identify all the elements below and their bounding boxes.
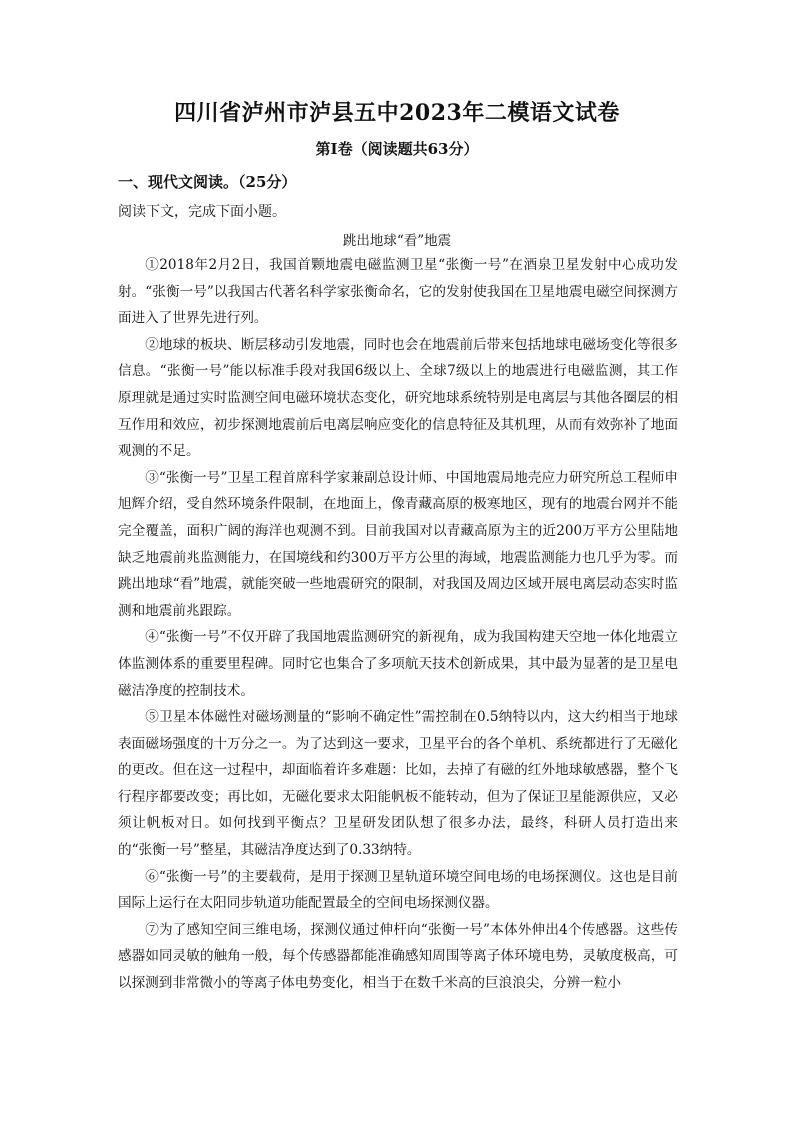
- exam-title: 四川省泸州市泸县五中2023年二模语文试卷: [174, 100, 620, 126]
- paragraph: ③“张衡一号”卫星工程首席科学家兼副总设计师、中国地震局地壳应力研究所总工程师申旭辉介绍，受自然环境条件限制，在地面上，像青藏高原的极寒地区，现有的地震台网并不能完全覆盖，面积广阔的海洋也观测不到。目前我国对以青藏高原为主的近200万平方公里陆地缺乏地震前兆监测能力，在国境线和约300万平方公里的海域，地震监测能力也几乎为零。而跳出地球“看”地震，就能突破一些地震研究的限制，对我国及周边区域开展电离层动态实时监测和地震前兆跟踪。: [118, 469, 678, 619]
- paragraph: ⑤卫星本体磁性对磁场测量的“影响不确定性”需控制在0.5纳特以内，这大约相当于地球表面磁场强度的十万分之一。为了达到这一要求，卫星平台的各个单机、系统都进行了无磁化的更改。但在这一过程中，却面临着许多难题：比如，去掉了有磁的红外地球敏感器，整个飞行程序都要改变；再比如，无磁化要求太阳能帆板不能转动，但为了保证卫星能源供应，又必须让帆板对日。如何找到平衡点？卫星研发团队想了很多办法，最终，科研人员打造出来的“张衡一号”整星，其磁洁净度达到了0.33纳特。: [118, 709, 678, 859]
- instruction-text: 阅读下文，完成下面小题。: [118, 204, 286, 220]
- article-body: [118, 252, 678, 997]
- article-title: 跳出地球“看”地震: [342, 233, 452, 249]
- exam-subtitle: 第Ⅰ卷（阅读题共63分）: [315, 140, 479, 158]
- paragraph: ①2018年2月2日，我国首颗地震电磁监测卫星“张衡一号”在酒泉卫星发射中心成功发射。“张衡一号”以我国古代著名科学家张衡命名，它的发射使我国在卫星地震电磁空间探测方面进入了世界先进行列。: [118, 257, 678, 327]
- section-heading: 一、现代文阅读。（25分）: [118, 173, 297, 191]
- paragraph: ⑦为了感知空间三维电场，探测仪通过伸杆向“张衡一号”本体外伸出4个传感器。这些传感器如同灵敏的触角一般，每个传感器都能准确感知周围等离子体环境电势，灵敏度极高，可以探测到非常微小的等离子体电势变化，相当于在数千米高的巨浪浪尖，分辨一粒小: [118, 921, 678, 992]
- paragraph: ④“张衡一号”不仅开辟了我国地震监测研究的新视角，成为我国构建天空地一体化地震立体监测体系的重要里程碑。同时它也集合了多项航天技术创新成果，其中最为显著的是卫星电磁洁净度的控制技术。: [118, 629, 678, 699]
- paragraph: ②地球的板块、断层移动引发地震，同时也会在地震前后带来包括地球电磁场变化等很多信息。“张衡一号”能以标准手段对我国6级以上、全球7级以上的地震进行电磁监测，其工作原理就是通过实时监测空间电磁环境状态变化，研究地球系统特别是电离层与其他各圈层的相互作用和效应，初步探测地震前后电离层响应变化的信息特征及其机理，从而有效弥补了地面观测的不足。: [118, 336, 678, 460]
- paragraph: ⑥“张衡一号”的主要载荷，是用于探测卫星轨道环境空间电场的电场探测仪。这也是目前国际上运行在太阳同步轨道功能配置最全的空间电场探测仪器。: [118, 868, 678, 912]
